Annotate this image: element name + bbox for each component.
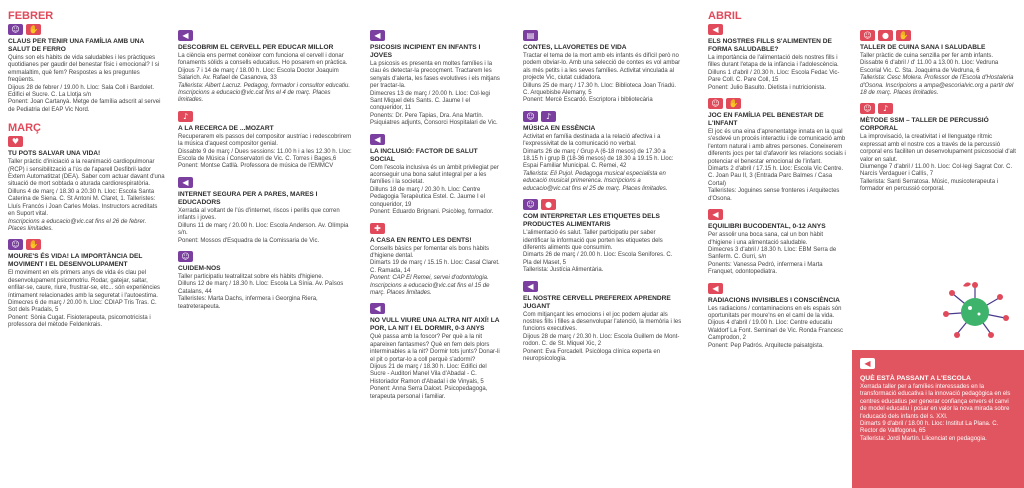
column-1	[0, 0, 170, 488]
event-when: Dimarts 26 de març / Grup A (6-18 mesos) de 17.30 a 18.15 h i grup B (18-36 mesos) de 18.30 a 19.15 h. Lloc: Espai Familiar Municipal. C. Remei, 42	[523, 148, 674, 170]
icon-row	[178, 251, 357, 262]
music-icon: ♪	[878, 103, 893, 114]
icon-row	[708, 209, 847, 220]
event-when: Diumenge 7 d'abril / 11.00 h. Lloc: Col·legi Sagrat Cor. C. Narcís Verdaguer i Callís, 7	[860, 164, 1013, 178]
event-when: Dissabte 6 d'abril / d' 11.00 a 13.00 h. Lloc: Vedruna Escorial Vic. C. Sta. Joaquima de Vedruna, 6	[860, 60, 999, 74]
event-when: Dimecres 13 de març / 20.00 h. Lloc: Col·legi Sant Miquel dels Sants. C. Jaume I el conqueridor, 11	[370, 90, 491, 112]
event-who: Ponent: Julio Basulto. Dietista i nutricionista.	[708, 84, 827, 91]
event-desc: Activitat en família destinada a la relació afectiva i a l'expressivitat de la comunicació no verbal.	[523, 133, 661, 148]
megaphone-icon: ◀	[860, 358, 875, 369]
event	[8, 38, 165, 114]
event	[370, 237, 501, 298]
event-who: Talleristes: Marta Dachs, infermera i Georgina Riera, teatreterapeuta.	[178, 296, 318, 310]
event-when: Dijous 4 d'abril / 19.00 h. Lloc: Centre educatiu Waldorf La Font. Seminari de Vic. Ronda Francesc Camprodon, 2	[708, 320, 844, 342]
event	[523, 295, 682, 364]
icon-row	[523, 111, 682, 122]
event-desc: Taller pràctic d'iniciació a la reanimació cardiopulmonar (RCP) i sensibilització a l'ús de l'aparell Desfibril·lador Extern Automatitzat (DEA). Saber com actuar davant d'una situació de mort sobtada o aturada cardiorespiratòria.	[8, 159, 165, 188]
event-when: Dilluns 25 de març / 17.30 h. Lloc: Biblioteca Joan Triadú. C. Arquebisbe Alemany, 5	[523, 82, 677, 97]
event-who: Ponent: Mercè Escardó. Escriptora i bibliotecària	[523, 97, 653, 104]
box-desc: Xerrada taller per a famílies interessades en la transformació educativa i la innovació pedagògica en els centres educatius per generar confiança envers el canvi de model educatiu i posar en valor la nova mirada sobre l'educació dels infants del s. XXI.	[860, 384, 1011, 420]
event-title: JOC EN FAMÍLIA PEL BENESTAR DE L'INFANT	[708, 112, 824, 128]
music-icon: ♪	[178, 111, 193, 122]
icon-row	[370, 223, 501, 234]
megaphone-icon: ◀	[370, 134, 385, 145]
hands-icon: ✋	[26, 24, 41, 35]
event	[178, 125, 357, 171]
event-desc: Tractar el tema de la mort amb els infants és difícil però no podem obviar-lo. Amb una selecció de contes es vol ambar als més petits i a les seves famílies. Activitat vinculada al projecte Vic, ciutat cuidadora.	[523, 53, 681, 82]
event-desc: Quins son els hàbits de vida saludables i les pràctiques quotidianes per gaudir del benestar físic i emocional? I si emmalaltim, què fem? Respostes a les preguntes freqüents.	[8, 55, 160, 84]
hands-icon: ✋	[726, 98, 741, 109]
event-title: LA INCLUSIÓ: FACTOR DE SALUT SOCIAL	[370, 147, 478, 163]
family-icon: ☺	[8, 239, 23, 250]
event-title: EL NOSTRE CERVELL PREFEREIX APRENDRE JUGANT	[523, 294, 671, 310]
event-title: MÈTODE SSM – TALLER DE PERCUSSIÓ CORPORAL	[860, 117, 989, 133]
month-abril: ABRIL	[708, 10, 742, 22]
icon-row	[860, 103, 1019, 114]
event-when: Dilluns 18 de març / 20.30 h. Lloc: Centre Pedagogia Terapèutica Estel. C. Jaume I el conqueridor, 19	[370, 186, 485, 208]
event-desc: Recuperarem els passos del compositor austríac i redescobrirem la música d'aquest compositor genial.	[178, 133, 352, 148]
event	[708, 297, 847, 350]
event	[860, 117, 1019, 193]
apple-icon: ●	[541, 199, 556, 210]
megaphone-icon: ◀	[523, 281, 538, 292]
event-title: NO VULL VIURE UNA ALTRA NIT AIXÍ! LA POR, LA NIT I EL DORMIR, 0-3 ANYS	[370, 317, 500, 333]
event	[370, 317, 501, 401]
event-who: Tallerista: Justícia Alimentària.	[523, 267, 604, 274]
event	[708, 112, 847, 203]
event-desc: El joc és una eina d'aprenentatge innata en la qual s'esdevé un procés interactiu i de comunicació amb l'entorn natural i amb altres persones. Coneixerem diferents jocs per tal d'afavorir les relacions socials i potenciar el benestar emocional de l'infant.	[708, 129, 846, 165]
megaphone-icon: ◀	[178, 177, 193, 188]
icon-row	[370, 134, 501, 145]
event-who: Talleristes: Joguines sense fronteres i Arquitectes d'Osona.	[708, 188, 840, 202]
event-title: TU POTS SALVAR UNA VIDA!	[8, 150, 101, 158]
event-desc: La improvisació, la creativitat i el llenguatge rítmic expressat amb el nostre cos a través de la percussió corporal ens faciliten un desenvolupament psicosocial d'alt valor en salut.	[860, 134, 1016, 163]
heart-icon: ♥	[8, 136, 23, 147]
megaphone-icon: ◀	[370, 30, 385, 41]
tooth-icon: ✚	[370, 223, 385, 234]
month-febrer: FEBRER	[8, 10, 54, 22]
event	[523, 44, 682, 105]
event-title: RADIACIONS INVISIBLES I CONSCIÈNCIA	[708, 296, 840, 304]
family-icon: ☺	[708, 98, 723, 109]
event-title: INTERNET SEGURA PER A PARES, MARES I EDUCADORS	[178, 190, 318, 206]
event-when: Dilluns 11 de març / 20.00 h. Lloc: Escola Anderson. Av. Olímpia s/n.	[178, 222, 349, 237]
event	[178, 44, 357, 105]
event	[178, 191, 357, 245]
event-desc: Com l'escola inclusiva és un àmbit privilegiat per aconseguir una bona salut integral per a les famílies i la societat.	[370, 164, 499, 186]
family-icon: ☺	[860, 30, 875, 41]
event-when: Dissabte 9 de març / Dues sessions: 11.00 h i a les 12.30 h. Lloc: Escola de Música i Conservatori de Vic. C. Torres i Bages,6	[178, 148, 352, 163]
event-who: Tallerista: Santi Serratosa. Músic, musicoterapeuta i formador en percussió corporal.	[860, 178, 999, 193]
event-desc: Consells bàsics per fomentar els bons hàbits d'higiene dental.	[370, 245, 490, 259]
event-desc: Taller pràctic de cuina senzilla per fer amb infants.	[860, 53, 994, 59]
event-title: A LA RECERCA DE ...MOZART	[178, 124, 274, 132]
event-title: COM INTERPRETAR LES ETIQUETES DELS PRODUCTES ALIMENTARIS	[523, 213, 660, 229]
megaphone-icon: ◀	[370, 303, 385, 314]
event	[8, 253, 165, 329]
event-title: DESCOBRIM EL CERVELL PER EDUCAR MILLOR	[178, 44, 334, 51]
event-who: Ponent: Pep Padrós. Arquitecte paisatgista.	[708, 342, 824, 349]
icon-row	[523, 199, 682, 210]
event-who: Ponent: Mossos d'Esquadra de la Comissaria de Vic.	[178, 237, 320, 244]
event-title: CONTES, LLAVORETES DE VIDA	[523, 44, 627, 51]
family-icon: ☺	[8, 24, 23, 35]
event-who: Tallerista: Albert Lacruz. Pedagog, formador i consultor educatiu. Inscripcions a educacio@vic.cat fins el 4 de març. Places limitades.	[178, 82, 350, 104]
icon-row	[523, 281, 682, 292]
icon-row	[8, 136, 165, 147]
book-icon: ▤	[523, 30, 538, 41]
event-title: CLAUS PER TENIR UNA FAMÍLIA AMB UNA SALUT DE FERRO	[8, 38, 145, 53]
megaphone-icon: ◀	[708, 24, 723, 35]
event-when: Dijous 28 de març / 20.30 h. Lloc: Escola Guillem de Mont-rodon. C. de St. Miquel Xic, 2	[523, 333, 680, 348]
icon-row	[178, 111, 357, 122]
icon-row	[178, 30, 357, 41]
event-when: Dilluns 4 de març / 18.30 a 20.30 h. Lloc: Escola Santa Caterina de Siena. C. St Antoni M. Claret, 1. Talleristes: Lluís Francós i Joan Carles Molas. Instructors acreditats en Suport vital.	[8, 188, 158, 218]
event-when: Dijous 7 i 14 de març / 18.00 h. Lloc: Escola Doctor Joaquim Salarich. Av. Rafael de Casanova, 33	[178, 67, 339, 82]
event-who: Ponent: Anna Serra Dalcet. Psicopedagoga, terapeuta personal i familiar.	[370, 386, 488, 400]
event-who: Tallerista: Cesc Molera. Professor de l'Escola d'Hostaleria d'Osona. Inscripcions a ampa@escorialvic.org a partir del 18 de març. Places limitades.	[860, 75, 1014, 97]
event-who: Ponent: CAP El Remei, servei d'odontologia. Inscripcions a educacio@vic.cat fins el 15 de març. Places limitades.	[370, 275, 490, 296]
family-icon: ☺	[178, 251, 193, 262]
event-desc: Per assolir una boca sana, cal un bon hàbit d'higiene i una alimentació saludable.	[708, 232, 824, 246]
event-who: Ponents: Dr. Pere Tapias, Dra. Ana Martín. Psiquiatres adjunts, Consorci Hospitalari de Vic.	[370, 112, 498, 127]
icon-row	[860, 30, 1019, 41]
hands-icon: ✋	[26, 239, 41, 250]
event-desc: Taller participatiu teatralitzat sobre els hàbits d'higiene.	[178, 273, 324, 280]
event	[8, 150, 165, 233]
event-title: MÚSICA EN ESSÈNCIA	[523, 124, 596, 132]
icon-row	[860, 358, 1016, 369]
event-desc: L'alimentació és salut. Taller participatiu per saber identificar la informació que porten les etiquetes dels diferents aliments que consumim.	[523, 230, 663, 251]
event-who: Ponent: Eduardo Brignani. Psicòleg, formador.	[370, 209, 494, 216]
megaphone-icon: ◀	[708, 283, 723, 294]
hands-icon: ✋	[896, 30, 911, 41]
column-2	[170, 0, 362, 488]
icon-row	[8, 24, 165, 35]
event-desc: Com mitjançant les emocions i el joc podem ajudar als nostres fills i filles a desenvolupar l'atenció, la memòria i les funcions executives.	[523, 311, 682, 333]
family-icon: ☺	[860, 103, 875, 114]
column-5	[700, 0, 852, 488]
event-title: CUIDEM-NOS	[178, 264, 221, 272]
icon-row	[708, 283, 847, 294]
icon-row	[178, 177, 357, 188]
family-icon: ☺	[523, 199, 538, 210]
event	[860, 44, 1019, 97]
event-title: MOURE'S ÉS VIDA! LA IMPORTÀNCIA DEL MOVIMENT I EL DESENVOLUPAMENT	[8, 253, 143, 269]
event	[178, 265, 357, 311]
event-title: ELS NOSTRES FILLS S'ALIMENTEN DE FORMA SALUDABLE?	[708, 38, 832, 53]
event-desc: La psicosis es presenta en moltes famílies i la clau és detectar-la precoçment. Tractarem les senyals d'alerta, les fases evolutives i els mitjans per tractar-la.	[370, 61, 500, 90]
highlight-box	[852, 350, 1024, 488]
event-who: Ponent: Sònia Cugat. Fisioterapeuta, psicomotricista i professora del mètode Feldenkrais.	[8, 314, 151, 329]
event-who: Ponent: Eva Forcadell. Psicòloga clínica experta en neuropsicologia.	[523, 348, 661, 362]
megaphone-icon: ◀	[178, 30, 193, 41]
megaphone-icon: ◀	[708, 209, 723, 220]
event-when: Dimecres 6 de març / 20.00 h. Lloc: CDIAP Tris Tras. C. Sot dels Pradals, 5	[8, 299, 157, 314]
event-when: Dijous 28 de febrer / 19.00 h. Lloc: Sala Coll i Bardolet. Edifici el Sucre. C. La Llotja s/n	[8, 84, 155, 99]
event-when: Dimecres 3 d'abril / 18.30 h. Lloc: EBM Serra de Sanferm. C. Gurri, s/n	[708, 246, 837, 261]
box-title: QUÈ ESTÀ PASSANT A L'ESCOLA	[860, 375, 971, 382]
event-who: Tallerista: Eli Pujol. Pedagoga musical especialista en educació musical primerenca. Inscripcions a educacio@vic.cat fins el 25 de març. Places limitades.	[523, 170, 668, 192]
event-desc: Què passa amb la foscor? Per què a la nit apareixen fantasmes? Què en fem dels plors interminables a la nit? Dormir tots junts? Donar-li el pit o portar-lo a coll perquè s'adormi?	[370, 334, 500, 363]
box-who: Tallerista: Jordi Martín. Llicenciat en pedagogia.	[860, 435, 987, 442]
column-3	[362, 0, 506, 488]
icon-row	[8, 239, 165, 250]
box-when: Dimarts 9 d'abril / 18.00 h. Lloc: Institut La Plana. C. Rector de Vallfogona, 65	[860, 421, 999, 435]
virus-illustration	[935, 272, 1015, 342]
event-title: EQUILIBRI BUCODENTAL, 0-12 ANYS	[708, 223, 826, 231]
event	[708, 38, 847, 92]
month-marc: MARÇ	[8, 122, 41, 135]
event-who: Inscripcions a educacio@vic.cat fins el 26 de febrer. Places limitades.	[8, 218, 147, 232]
music-icon: ♪	[541, 111, 556, 122]
column-4	[515, 0, 687, 488]
event-when: Dimarts 2 d'abril / 17.15 h. Lloc: Escola Vic Centre. C. Joan Pau II, 3 (Entrada Parc Balmes / Casa Cortal)	[708, 166, 844, 187]
event-when: Dimarts 26 de març / 20.00 h. Lloc: Escola Senifores. C. Pla del Maset, 5	[523, 252, 673, 266]
event-who: Ponent: Joan Cartanyà. Metge de família adscrit al servei de Pediatria del EAP Vic Nord.	[8, 99, 161, 113]
event-desc: El moviment en els primers anys de vida és clau pel desenvolupament psicomotriu. Rodar, gatejar, saltar, enfilar-se, caure, riure, frustrar-se, etc... són experiències íntimament relacionades amb la seguretat i l'autoestima.	[8, 270, 161, 299]
icon-row	[370, 30, 501, 41]
event-when: Dijous 21 de març / 18.30 h. Lloc: Edifici del Sucre - Auditori Manel Vila d'Abadal - C. Historiador Ramon d'Abadal i de Vinyals, 5	[370, 363, 487, 385]
event-title: TALLER DE CUINA SANA I SALUDABLE	[860, 44, 986, 51]
event-when: Dimarts 19 de març / 15.15 h. Lloc: Casal Claret. C. Ramada, 14	[370, 260, 500, 274]
event	[370, 44, 501, 128]
event	[370, 148, 501, 217]
event-when: Dilluns 1 d'abril / 20.30 h. Lloc: Escola Fedac Vic-Pare Coll. C. Pare Coll, 15	[708, 69, 840, 84]
icon-row	[523, 30, 682, 41]
icon-row	[370, 303, 501, 314]
icon-row	[708, 24, 847, 35]
icon-row	[708, 98, 847, 109]
event-desc: La importància de l'alimentació dels nostres fills i filles durant l'etapa de la infància i l'adolescència.	[708, 55, 839, 69]
event	[523, 213, 682, 274]
apple-icon: ●	[878, 30, 893, 41]
event-when: Dilluns 12 de març / 18.30 h. Lloc: Escola La Sínia. Av. Països Catalans, 44	[178, 281, 344, 295]
event-who: Ponent: Montse Catllà. Professora de música de l'EMMCV	[178, 163, 334, 170]
family-icon: ☺	[523, 111, 538, 122]
event-title: A CASA EN RENTO LES DENTS!	[370, 236, 472, 244]
event-desc: La ciència ens permet conèixer com funciona el cervell i donar fonaments sòlids a consells educatius. Ho posarem en pràctica.	[178, 53, 348, 67]
event-desc: Xerrada al voltant de l'ús d'internet, riscos i perills que corren infants i joves.	[178, 207, 340, 222]
event-desc: Les radiacions / contaminacions en els espais són oportunitats per moure'ns en el camí de la vida.	[708, 305, 842, 319]
event	[708, 223, 847, 276]
event	[523, 125, 682, 193]
event-who: Ponents: Vanessa Pedró, infermera i Marta Franquet, odontopediatra.	[708, 261, 823, 276]
event-title: PSICOSIS INCIPIENT EN INFANTS I JOVES	[370, 44, 481, 59]
